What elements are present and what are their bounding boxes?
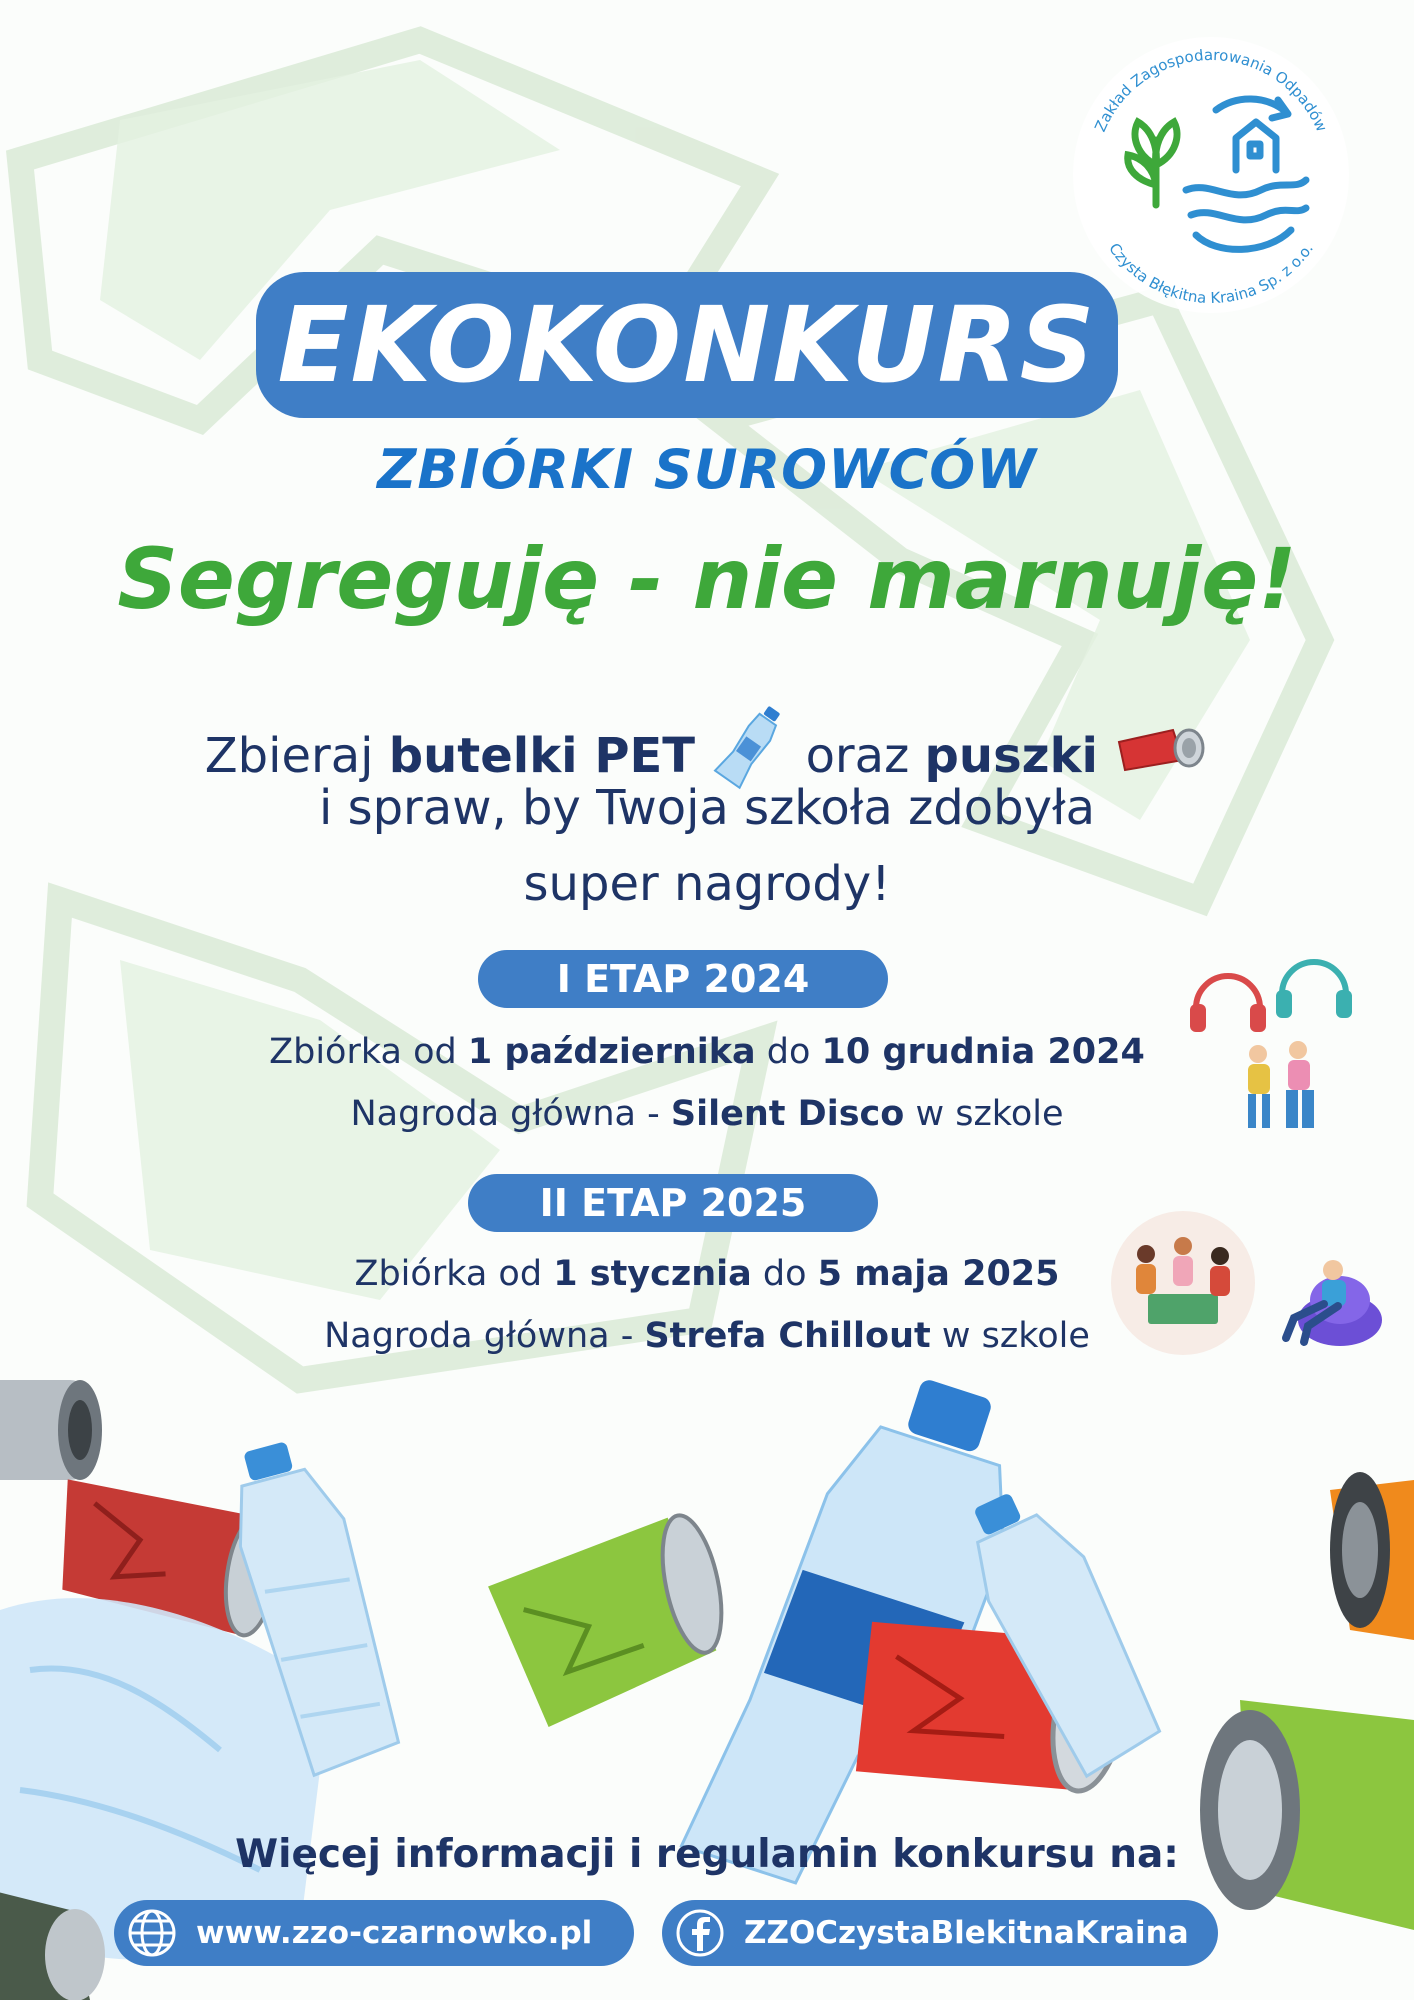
stage-text: Zbiórka od: [354, 1254, 554, 1294]
subtitle: ZBIÓRKI SUROWCÓW: [377, 438, 1037, 501]
crushed-can-icon: [1113, 720, 1209, 780]
website-url: www.zzo-czarnowko.pl: [196, 1915, 593, 1951]
facebook-link[interactable]: [662, 1900, 1218, 1966]
stage-1-start-date: 1 października: [467, 1032, 756, 1072]
intro-highlight-pet: butelki PET: [388, 728, 696, 784]
intro-highlight-cans: puszki: [924, 728, 1098, 784]
more-info-text: Więcej informacji i regulamin konkursu na:: [235, 1832, 1179, 1877]
intro-line-3: super nagrody!: [523, 856, 891, 912]
title-banner: [256, 272, 1118, 418]
company-logo: [1066, 30, 1356, 320]
stage-text: w szkole: [930, 1316, 1090, 1356]
intro-line-1: [0, 700, 1414, 790]
website-link[interactable]: [114, 1900, 634, 1966]
stage-text: Zbiórka od: [269, 1032, 468, 1072]
stage-text: Nagroda główna -: [324, 1316, 645, 1356]
intro-line-2: i spraw, by Twoja szkoła zdobyła: [318, 780, 1096, 836]
stage-1-badge: I ETAP 2024: [478, 950, 888, 1008]
globe-icon: [126, 1907, 178, 1959]
stage-text: w szkole: [904, 1094, 1064, 1134]
stage-text: do: [755, 1032, 822, 1072]
facebook-icon: [674, 1907, 726, 1959]
beanbag-chill-illustration-icon: [1278, 1240, 1388, 1350]
stage-1-end-date: 10 grudnia 2024: [821, 1032, 1145, 1072]
silent-disco-illustration-icon: [1186, 958, 1356, 1138]
stage-2-prize-name: Strefa Chillout: [644, 1316, 931, 1356]
logo-emblem-icon: [1066, 30, 1356, 320]
stage-1-prize-name: Silent Disco: [670, 1094, 905, 1134]
facebook-page-name: ZZOCzystaBlekitnaKraina: [744, 1915, 1189, 1951]
slogan: Segreguję - nie marnuję!: [117, 530, 1297, 628]
intro-text: Zbieraj: [204, 728, 389, 784]
stage-text: Nagroda główna -: [350, 1094, 671, 1134]
stage-2-badge: II ETAP 2025: [468, 1174, 878, 1232]
svg-text:Czysta Błękitna Kraina Sp. z o: Czysta Błękitna Kraina Sp. z o.o.: [1105, 239, 1317, 308]
table-football-illustration-icon: [1108, 1208, 1258, 1358]
stage-2-start-date: 1 stycznia: [553, 1254, 752, 1294]
contest-title: EKOKONKURS: [277, 284, 1097, 406]
stage-2-end-date: 5 maja 2025: [817, 1254, 1060, 1294]
svg-text:Zakład Zagospodarowania Odpadó: Zakład Zagospodarowania Odpadów: [1091, 45, 1331, 135]
stage-text: do: [751, 1254, 818, 1294]
pet-bottle-icon: [710, 700, 790, 790]
intro-text: oraz: [805, 728, 925, 784]
